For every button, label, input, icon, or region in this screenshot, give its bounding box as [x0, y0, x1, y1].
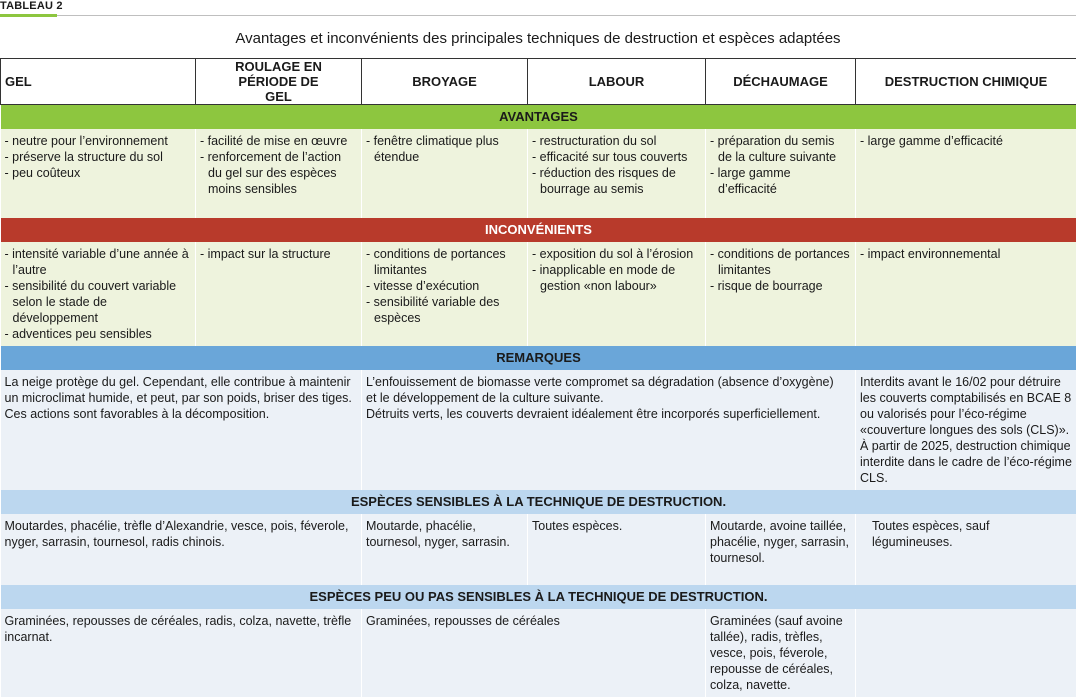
- row-inconvenients: [1, 242, 1076, 346]
- cell-inconvenients-dechaumage: [706, 242, 856, 346]
- list-item: - intensité variable d’une année à l’autre: [5, 246, 192, 278]
- tag-underline: [0, 14, 57, 17]
- text-line: La neige protège du gel. Cependant, elle contribue à maintenir: [5, 374, 358, 390]
- table-caption: Avantages et inconvénients des principales techniques de destruction et espèces adaptées: [0, 30, 1076, 48]
- list-item: - risque de bourrage: [710, 278, 851, 294]
- text-line: Interdits avant le 16/02 pour détruire les couverts comptabilisés en BCAE 8 ou valorisés pour l’éco-régime «couverture longues des sols (CLS)». À partir de 2025, destruction chimique interdite dans le cadre de l’éco-régime CLS.: [860, 374, 1073, 486]
- section-title-remarques: REMARQUES: [1, 346, 1076, 370]
- col-header-dechaumage: DÉCHAUMAGE: [706, 59, 856, 105]
- cell-sensibles-labour: Toutes espèces.: [528, 514, 706, 585]
- cell-inconvenients-labour: [528, 242, 706, 346]
- cell-peu-sensibles-dechaumage: Graminées (sauf avoine tallée), radis, trèfles, vesce, pois, féverole, repousse de céréales, colza, navette.: [706, 609, 856, 697]
- cell-sensibles-broyage: Moutarde, phacélie, tournesol, nyger, sarrasin.: [362, 514, 528, 585]
- cell-avantages-broyage: [362, 129, 528, 218]
- list-item: - fenêtre climatique plus étendue: [366, 133, 523, 165]
- cell-avantages-chimique: [856, 129, 1076, 218]
- list-item: - impact sur la structure: [200, 246, 357, 262]
- list-item: - exposition du sol à l’érosion: [532, 246, 701, 262]
- text-line: et le développement de la culture suivante.: [366, 390, 851, 406]
- row-remarques: [1, 370, 1076, 490]
- list-item: - préserve la structure du sol: [5, 149, 192, 165]
- section-title-inconvenients: INCONVÉNIENTS: [1, 218, 1076, 242]
- col-header-labour: LABOUR: [528, 59, 706, 105]
- list-item: - sensibilité du couvert variable selon le stade de développement: [5, 278, 192, 326]
- cell-sensibles-gel: Moutardes, phacélie, trèfle d’Alexandrie, vesce, pois, féverole, nyger, sarrasin, tournesol, radis chinois.: [1, 514, 362, 585]
- cell-inconvenients-roulage: [196, 242, 362, 346]
- col-header-chimique: DESTRUCTION CHIMIQUE: [856, 59, 1076, 105]
- list-item: - adventices peu sensibles: [5, 326, 192, 342]
- list-item: - inapplicable en mode de gestion «non labour»: [532, 262, 701, 294]
- table-tag: TABLEAU 2: [0, 0, 63, 12]
- cell-avantages-roulage: [196, 129, 362, 218]
- list-item: - efficacité sur tous couverts: [532, 149, 701, 165]
- cell-remarques-gel: [1, 370, 362, 490]
- cell-peu-sensibles-chimique: [856, 609, 1076, 697]
- section-inconvenients: [1, 218, 1076, 242]
- cell-avantages-labour: [528, 129, 706, 218]
- header-row: [1, 59, 1076, 105]
- list-item: - impact environnemental: [860, 246, 1073, 262]
- section-title-avantages: AVANTAGES: [1, 105, 1076, 130]
- list-item: - peu coûteux: [5, 165, 192, 181]
- list-item: - renforcement de l’action du gel sur des espèces moins sensibles: [200, 149, 357, 197]
- list-item: - vitesse d’exécution: [366, 278, 523, 294]
- section-avantages: [1, 105, 1076, 130]
- section-especes-peu-sensibles: [1, 585, 1076, 609]
- row-especes-sensibles: [1, 514, 1076, 585]
- col-header-roulage: ROULAGE EN PÉRIODE DE GEL: [196, 59, 362, 105]
- row-avantages: [1, 129, 1076, 218]
- cell-sensibles-chimique: Toutes espèces, sauf légumineuses.: [856, 514, 1076, 585]
- text-line: Détruits verts, les couverts devraient idéalement être incorporés superficiellement.: [366, 406, 851, 422]
- section-title-especes-sensibles: ESPÈCES SENSIBLES À LA TECHNIQUE DE DESTRUCTION.: [1, 490, 1076, 514]
- col-header-broyage: BROYAGE: [362, 59, 528, 105]
- top-rule: [57, 15, 1076, 16]
- comparison-table: [0, 58, 1076, 697]
- cell-inconvenients-chimique: [856, 242, 1076, 346]
- text-line: Ces actions sont favorables à la décomposition.: [5, 406, 358, 422]
- text-line: L’enfouissement de biomasse verte compromet sa dégradation (absence d’oxygène): [366, 374, 851, 390]
- cell-peu-sensibles-broyage: Graminées, repousses de céréales: [362, 609, 706, 697]
- section-remarques: [1, 346, 1076, 370]
- list-item: - préparation du semis de la culture suivante: [710, 133, 851, 165]
- cell-avantages-dechaumage: [706, 129, 856, 218]
- row-especes-peu-sensibles: [1, 609, 1076, 697]
- list-item: - sensibilité variable des espèces: [366, 294, 523, 326]
- cell-inconvenients-gel: [1, 242, 196, 346]
- list-item: - conditions de portances limitantes: [366, 246, 523, 278]
- list-item: - conditions de portances limitantes: [710, 246, 851, 278]
- cell-remarques-mecanique: [362, 370, 856, 490]
- list-item: - large gamme d’efficacité: [710, 165, 851, 197]
- list-item: - réduction des risques de bourrage au semis: [532, 165, 701, 197]
- cell-peu-sensibles-gel: Graminées, repousses de céréales, radis, colza, navette, trèfle incarnat.: [1, 609, 362, 697]
- section-title-especes-peu-sensibles: ESPÈCES PEU OU PAS SENSIBLES À LA TECHNIQUE DE DESTRUCTION.: [1, 585, 1076, 609]
- cell-remarques-chimique: [856, 370, 1076, 490]
- cell-inconvenients-broyage: [362, 242, 528, 346]
- col-header-gel: GEL: [1, 59, 196, 105]
- cell-avantages-gel: [1, 129, 196, 218]
- cell-sensibles-dechaumage: Moutarde, avoine taillée, phacélie, nyger, sarrasin, tournesol.: [706, 514, 856, 585]
- section-especes-sensibles: [1, 490, 1076, 514]
- text-line: un microclimat humide, et peut, par son poids, briser des tiges.: [5, 390, 358, 406]
- list-item: - facilité de mise en œuvre: [200, 133, 357, 149]
- list-item: - neutre pour l’environnement: [5, 133, 192, 149]
- list-item: - restructuration du sol: [532, 133, 701, 149]
- list-item: - large gamme d’efficacité: [860, 133, 1073, 149]
